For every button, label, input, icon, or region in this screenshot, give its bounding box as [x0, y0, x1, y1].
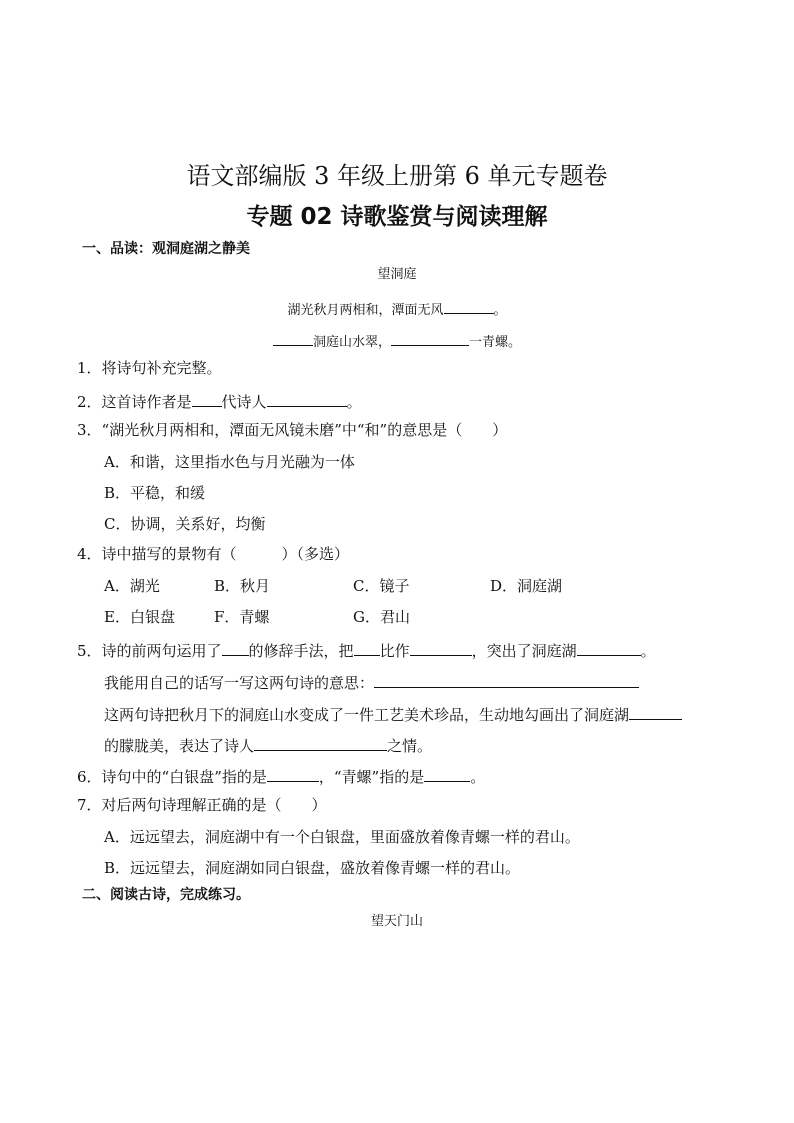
document-subtitle: 专题 02 诗歌鉴赏与阅读理解: [246, 204, 548, 230]
q4-option-b: B．秋月: [214, 577, 271, 595]
q6-text-a: 6．诗句中的“白银盘”指的是: [77, 768, 267, 786]
poem1-blank-2[interactable]: [273, 331, 313, 346]
q4-option-e: E．白银盘: [104, 608, 175, 626]
q2-blank-poet[interactable]: [267, 392, 347, 407]
question-1: 1．将诗句补充完整。: [77, 359, 222, 377]
q5-blank-feature[interactable]: [577, 641, 641, 656]
q6-blank-plate[interactable]: [267, 767, 319, 782]
q2-text-b: 代诗人: [221, 393, 267, 411]
question-2: [77, 392, 362, 410]
q5-line4-text-b: 之情。: [387, 737, 433, 755]
q5-text-a: 5．诗的前两句运用了: [77, 642, 222, 660]
q5-text-e: 。: [640, 642, 656, 660]
q5-line-2: [104, 673, 639, 691]
q5-blank-rhetoric[interactable]: [222, 641, 249, 656]
q3-option-a: A．和谐，这里指水色与月光融为一体: [104, 453, 355, 471]
q4-option-d: D．洞庭湖: [490, 577, 563, 595]
question-7: 7．对后两句诗理解正确的是（ ）: [77, 796, 327, 814]
document-title: 语文部编版 3 年级上册第 6 单元专题卷: [186, 162, 608, 190]
q5-blank-emotion[interactable]: [254, 736, 387, 751]
q5-line-4: [104, 736, 432, 754]
q5-text-b: 的修辞手法，把: [248, 642, 354, 660]
poem1-blank-1[interactable]: [444, 299, 494, 314]
poem1-blank-3[interactable]: [391, 331, 469, 346]
poem1-line1-end: 。: [493, 303, 507, 318]
q5-line2-text: 我能用自己的话写一写这两句诗的意思：: [104, 674, 375, 692]
q7-option-b: B．远远望去，洞庭湖如同白银盘，盛放着像青螺一样的君山。: [104, 859, 521, 877]
q4-option-c: C．镜子: [353, 577, 410, 595]
poem2-title: 望天门山: [370, 914, 423, 929]
q5-line3-text: 这两句诗把秋月下的洞庭山水变成了一件工艺美术珍品，生动地勾画出了洞庭湖: [104, 706, 630, 724]
question-3: 3．“湖光秋月两相和，潭面无风镜未磨”中“和”的意思是（ ）: [77, 421, 508, 439]
q6-text-b: ，“青螺”指的是: [318, 768, 425, 786]
section1-heading: 一、品读：观洞庭湖之静美: [82, 241, 250, 257]
q4-option-g: G．君山: [353, 608, 410, 626]
q5-blank-compared[interactable]: [410, 641, 472, 656]
q5-blank-object[interactable]: [354, 641, 380, 656]
poem1-line1-text: 湖光秋月两相和，潭面无风: [287, 303, 444, 318]
q6-text-c: 。: [470, 768, 486, 786]
q3-option-c: C．协调，关系好，均衡: [104, 515, 266, 533]
q4-option-f: F．青螺: [214, 608, 270, 626]
q5-text-d: ，突出了洞庭湖: [471, 642, 577, 660]
question-4: 4．诗中描写的景物有（ ）（多选）: [77, 545, 350, 563]
poem1-line2: [0, 331, 794, 349]
poem1-line1: [0, 299, 794, 317]
poem1-line2-end: 一青螺。: [469, 335, 522, 350]
poem1-title: 望洞庭: [377, 267, 417, 282]
q6-blank-snail[interactable]: [424, 767, 470, 782]
section2-heading: 二、阅读古诗，完成练习。: [82, 887, 250, 903]
q2-blank-dynasty[interactable]: [192, 392, 222, 407]
question-6: [77, 767, 485, 785]
q5-blank-meaning[interactable]: [374, 673, 639, 688]
q2-text-c: 。: [346, 393, 362, 411]
q5-line4-text-a: 的朦胧美，表达了诗人: [104, 737, 255, 755]
q5-blank-lake[interactable]: [629, 705, 682, 720]
q5-line-3: [104, 705, 682, 723]
q4-option-a: A．湖光: [104, 577, 160, 595]
question-5: [77, 641, 656, 659]
q2-text-a: 2．这首诗作者是: [77, 393, 192, 411]
q7-option-a: A．远远望去，洞庭湖中有一个白银盘，里面盛放着像青螺一样的君山。: [104, 828, 580, 846]
poem1-line2-text: 洞庭山水翠，: [312, 335, 391, 350]
q5-text-c: 比作: [379, 642, 410, 660]
q3-option-b: B．平稳，和缓: [104, 484, 206, 502]
